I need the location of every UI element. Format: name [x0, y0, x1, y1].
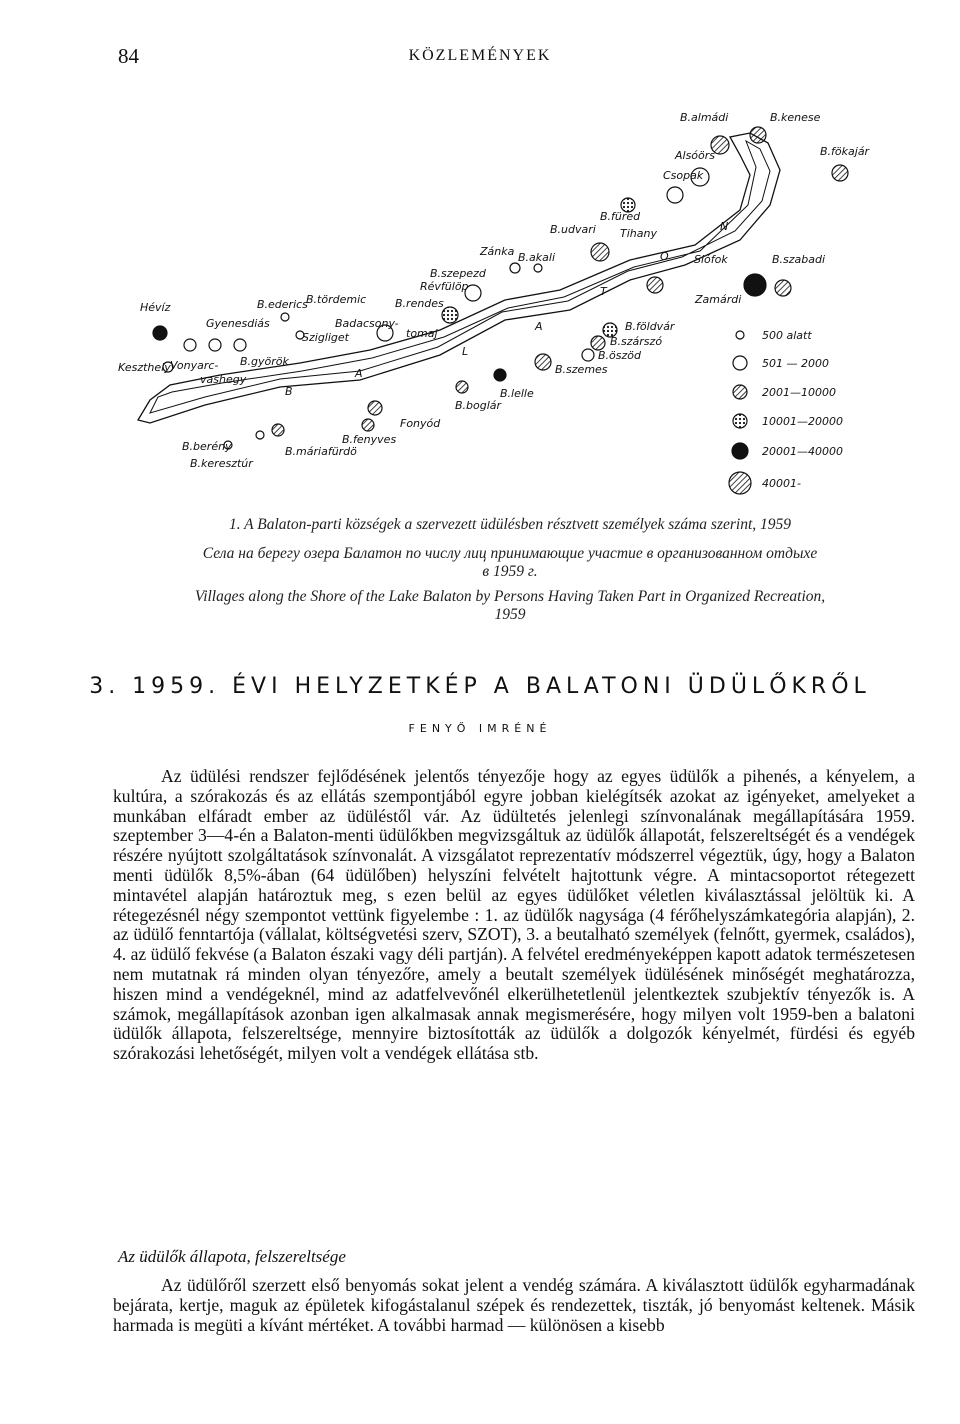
marker-b-kenese — [750, 127, 766, 143]
label-siofok: Siófok — [694, 253, 728, 266]
label-vashegy: vashegy — [200, 373, 247, 386]
balaton-map-figure — [110, 105, 870, 505]
marker-zamardi — [647, 277, 663, 293]
marker-csopak — [667, 187, 683, 203]
label-b-mariafurdo: B.máriafürdö — [285, 445, 357, 458]
marker-b-rendes — [442, 307, 458, 323]
label-vonyarc: Vonyarc- — [170, 359, 219, 372]
figure-caption-russian-line-2: в 1959 г. — [482, 563, 538, 580]
marker-b-ederics — [281, 313, 289, 321]
label-b-kenese: B.kenese — [770, 111, 821, 124]
label-b-keresztur: B.keresztúr — [190, 457, 253, 470]
lake-letter-a2: A — [535, 320, 543, 333]
legend-symbol-40000 — [732, 443, 748, 459]
label-b-tordemic: B.tördemic — [306, 293, 367, 306]
label-alsoors: Alsóörs — [675, 149, 716, 162]
marker-fonyod — [368, 401, 382, 415]
label-b-udvari: B.udvari — [550, 223, 596, 236]
marker-siofok — [744, 274, 766, 296]
marker-b-oszod — [582, 349, 594, 361]
label-zanka: Zánka — [480, 245, 515, 258]
legend-symbol-2000 — [733, 356, 747, 370]
legend-symbol-500 — [736, 331, 744, 339]
label-zamardi: Zamárdi — [695, 293, 742, 306]
marker-b-mariafurdo — [272, 424, 284, 436]
label-b-szepezd: B.szepezd — [430, 267, 486, 280]
legend-label-4: 20001—40000 — [762, 445, 843, 458]
label-b-akali: B.akali — [518, 251, 556, 264]
legend-symbol-20000 — [733, 414, 747, 428]
figure-caption-english-line-2: 1959 — [494, 606, 526, 623]
legend-symbol-10000 — [733, 385, 747, 399]
legend-label-1: 501 — 2000 — [762, 357, 829, 370]
legend-label-3: 10001—20000 — [762, 415, 843, 428]
label-b-rendes: B.rendes — [395, 297, 444, 310]
label-b-fured: B.füred — [600, 210, 641, 223]
legend-label-0: 500 alatt — [762, 329, 812, 342]
label-tihany: Tihany — [620, 227, 657, 240]
lake-letter-l: L — [462, 345, 469, 358]
marker-tihany — [591, 243, 609, 261]
lake-letter-t: T — [600, 285, 607, 298]
label-b-ederics: B.ederics — [257, 298, 308, 311]
marker-zanka — [510, 263, 520, 273]
label-fonyod: Fonyód — [400, 417, 441, 430]
label-b-almadi: B.almádi — [680, 111, 729, 124]
label-b-szabadi: B.szabadi — [772, 253, 826, 266]
marker-b-keresztur — [256, 431, 264, 439]
article-paragraph-2: Az üdülőről szerzett első benyomás sokat jelent a vendég számára. A kiválasztott üdülők egyharmadának bejárata, kertje, maguk az épületek kifogástalanul szépek és rendezettek, tiszták, jó benyomást keltenek. Másik harmada is megüti a kívánt mértéket. A további harmad — különösen a kisebb — [113, 1275, 915, 1335]
legend-symbol-40001 — [729, 472, 751, 494]
map-legend — [729, 331, 751, 494]
marker-b-akali — [534, 264, 542, 272]
label-b-szemes: B.szemes — [555, 363, 608, 376]
label-b-lelle: B.lelle — [500, 387, 534, 400]
lake-letter-o: O — [660, 250, 669, 263]
marker-b-fokajar — [832, 165, 848, 181]
marker-vonyarc — [209, 339, 221, 351]
marker-b-szemes — [535, 354, 551, 370]
running-head: KÖZLEMÉNYEK — [408, 47, 552, 64]
label-b-szarszo: B.szárszó — [610, 335, 663, 348]
figure-caption-english-line-1: Villages along the Shore of the Lake Balaton by Persons Having Taken Part in Organized Recreation, — [194, 588, 826, 605]
figure-caption-russian-line-1: Села на берегу озера Балатон по числу лиц принимающие участие в организованном отдыхе — [202, 545, 818, 562]
label-badacsony: Badacsony- — [335, 317, 399, 330]
marker-b-szabadi — [775, 280, 791, 296]
marker-heviz — [153, 326, 167, 340]
marker-b-gyorok — [234, 339, 246, 351]
article-author: FENYŐ IMRÉNÉ — [408, 722, 552, 735]
label-revfulop: Révfülöp — [420, 280, 469, 293]
marker-b-boglar — [456, 381, 468, 393]
lake-letter-n: N — [720, 220, 729, 233]
legend-label-2: 2001—10000 — [762, 386, 836, 399]
article-paragraph-1: Az üdülési rendszer fejlődésének jelentős tényezője hogy az egyes üdülők a pihenés, a kényelem, a kultúra, a szórakozás és az ellátás szempontjából egyre jobban kielégítsék azokat az igényeket, amelyeket a munkában elfáradt ember az üdüléstől vár. Az üdültetés jelenlegi színvonalának megállapítására 1959. szeptember 3—4-én a Balaton-menti üdülőkben megvizsgáltuk az üdülők állapotát, felszereltségét és a vendégek részére nyújtott szolgáltatások színvonalát. A vizsgálatot reprezentatív módszerrel végeztük, úgy, hogy a Balaton menti üdülők 8,5%-ában (64 üdülőben) helyszíni felvételt hajtottunk végre. A mintacsoportot rétegezett mintavétel alapján határoztuk meg, s ezen belül az egyes üdülőket véletlen kiválasztással jelöltük ki. A rétegezésnél négy szempontot vettünk figyelembe : 1. az üdülők nagysága (4 férőhelyszámkategória alapján), 2. az üdülő fenntartója (vállalat, költségvetési szerv, SZOT), 3. a beutalható személyek (felnőtt, gyermek, családos), 4. az üdülő fekvése (a Balaton északi vagy déli partján). A felvétel eredményeképpen kapott adatok természetesen nem mutatnak rá minden olyan tényezőre, amely a beutalt személyek üdülésének minőségét meghatározza, hiszen mind a vendégeknél, mind az adatfelvevőnél elkerülhetetlenül jelentkeztek szubjektív tényezők is. A számok, megállapítások azonban igen alkalmasak annak megismerésére, hogy milyen volt 1959-ben a balatoni üdülők állapota, felszereltsége, mennyire biztosították az üdülők a dolgozók kényelmét, fürdési és egyéb szórakozási lehetőségét, milyen volt a vendégek ellátása stb. — [113, 766, 915, 1064]
lake-letter-a: A — [355, 367, 363, 380]
figure-caption-hungarian: 1. A Balaton-parti községek a szervezett üdülésben résztvett személyek száma szerint, 1959 — [228, 516, 792, 533]
label-keszthely: Keszthely — [118, 361, 171, 374]
section-heading: Az üdülők állapota, felszereltsége — [118, 1247, 346, 1266]
label-b-oszod: B.öszöd — [598, 349, 641, 362]
label-b-fokajar: B.fökajár — [820, 145, 870, 158]
label-b-bereny: B.berény — [182, 440, 232, 453]
label-tomaj: tomaj — [406, 327, 438, 340]
page-number: 84 — [118, 44, 139, 68]
label-b-fenyves: B.fenyves — [342, 433, 397, 446]
article-title: 3. 1959. ÉVI HELYZETKÉP A BALATONI ÜDÜLŐKRŐL — [89, 674, 871, 699]
legend-label-5: 40001- — [762, 477, 801, 490]
marker-b-fenyves — [362, 419, 374, 431]
marker-gyenesdias — [184, 339, 196, 351]
marker-b-lelle — [494, 369, 506, 381]
label-csopak: Csopak — [663, 169, 704, 182]
label-b-foldvar: B.földvár — [625, 320, 675, 333]
label-gyenesdias: Gyenesdiás — [206, 317, 270, 330]
label-heviz: Hévíz — [140, 301, 171, 314]
label-b-gyorok: B.györök — [240, 355, 289, 368]
label-b-boglar: B.boglár — [455, 399, 502, 412]
marker-b-szarszo — [591, 336, 605, 350]
lake-letter-b: B — [285, 385, 293, 398]
label-szigliget: Szigliget — [302, 331, 349, 344]
